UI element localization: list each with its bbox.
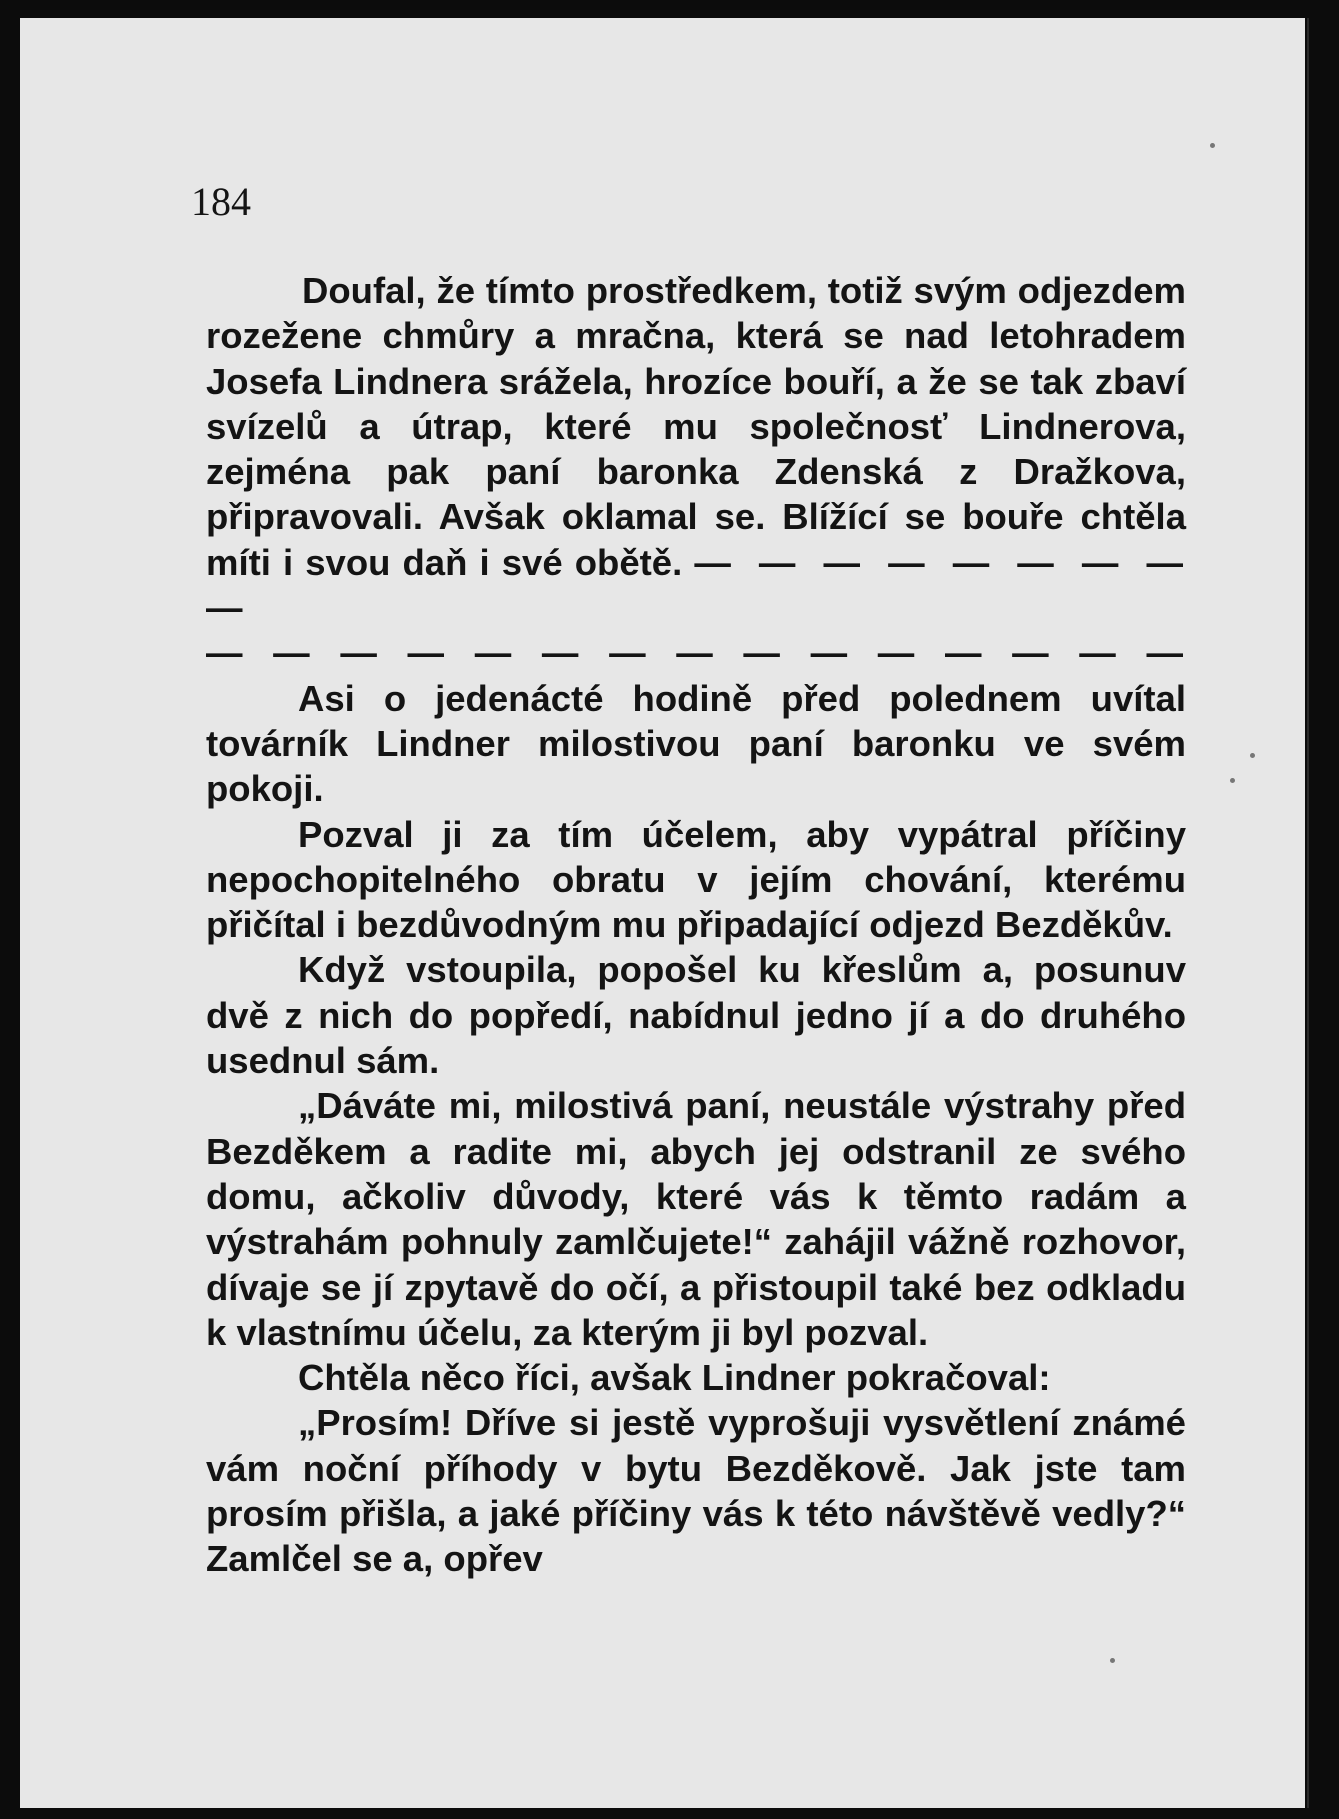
- dash-separator-line: — — — — — — — — — — — — — — —: [206, 632, 1186, 674]
- page-gutter-edge: [1307, 18, 1309, 1808]
- paragraph-6: Chtěla něco říci, avšak Lindner pokračoval:: [298, 1357, 1051, 1399]
- paragraph-7: „Prosím! Dříve si jestě vyprošuji vysvětlení známé vám noční příhody v bytu Bezděkově. Jak jste tam prosím přišla, a jaké příčiny vás k této návštěvě vedly?“ Zamlčel se a, opřev: [206, 1402, 1186, 1580]
- paper-speck: [1210, 143, 1215, 148]
- page-number: 184: [191, 179, 251, 224]
- paper-speck: [1250, 753, 1255, 758]
- paragraph-2: Asi o jedenácté hodině před polednem uvítal továrník Lindner milostivou paní baronku ve svém pokoji.: [206, 677, 1186, 810]
- page-text: [206, 268, 1186, 1582]
- paragraph-3: Pozval ji za tím účelem, aby vypátral příčiny nepochopitelného obratu v jejím chování, kterému přičítal i bezdůvodným mu připadající odjezd Bezděkův.: [206, 813, 1186, 946]
- paragraph-1-dashes: — — — — — — — — —: [206, 541, 1186, 629]
- book-page: [20, 18, 1305, 1808]
- paper-speck: [1230, 778, 1235, 783]
- paragraph-4: Když vstoupila, popošel ku křeslům a, posunuv dvě z nich do popředí, nabídnul jedno jí a do druhého usednul sám.: [206, 949, 1186, 1082]
- paragraph-1: [206, 268, 1186, 630]
- paper-speck: [1110, 1658, 1115, 1663]
- paragraph-5: „Dáváte mi, milostivá paní, neustále výstrahy před Bezděkem a radite mi, abych jej odstranil ze svého domu, ačkoliv důvody, které vás k těmto radám a výstrahám pohnuly zamlčujete!“ zahájil vážně rozhovor, dívaje se jí zpytavě do očí, a přistoupil také bez odkladu k vlastnímu účelu, za kterým ji byl pozval.: [206, 1085, 1186, 1353]
- paragraph-1-text: Doufal, že tímto prostředkem, totiž svým odjezdem rozežene chmůry a mračna, která se nad letohradem Josefa Lindnera srážela, hrozíce bouří, a že se tak zbaví svízelů a útrap, které mu společnosť Lindnerova, zejména pak paní baronka Zdenská z Dražkova, připravovali. Avšak oklamal se. Blížící se bouře chtěla míti i svou daň i své obětě.: [206, 270, 1186, 583]
